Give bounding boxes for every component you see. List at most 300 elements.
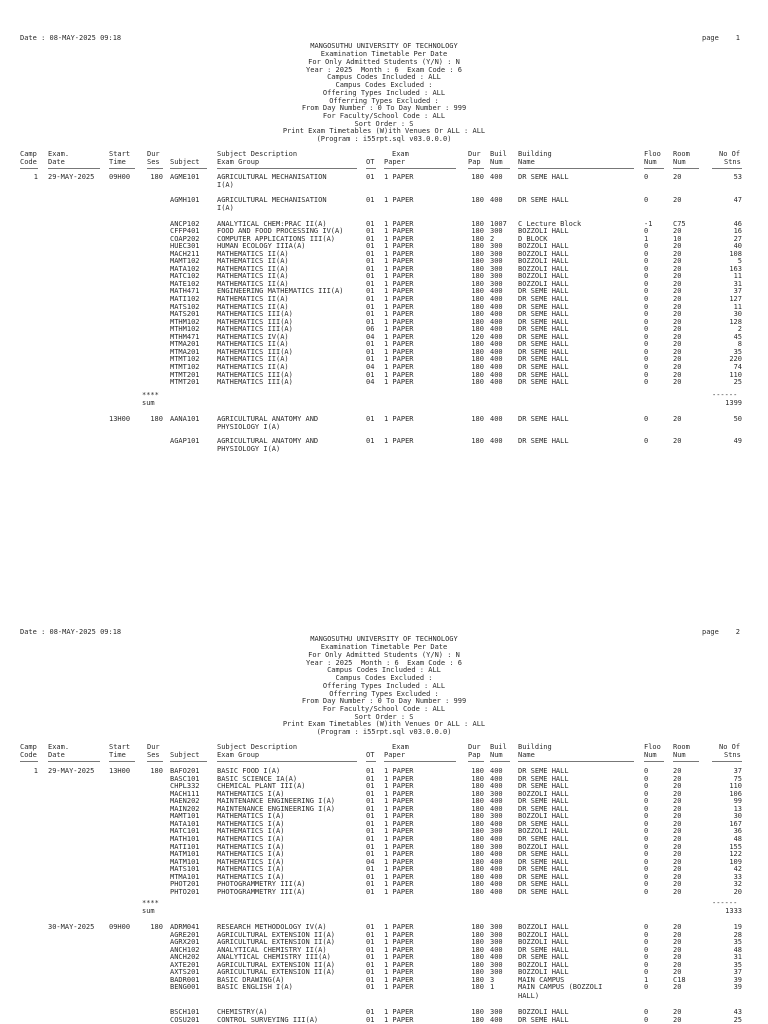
cell-floo: 0 [644,865,649,873]
cell-ot: 01 [366,790,375,798]
col-pap: Dur [468,150,481,158]
cell-room: 20 [673,348,682,356]
cell-stns: 37 [733,287,742,295]
col-bul: Num [490,158,503,166]
cell-desc: AGRICULTURAL EXTENSION II(A) [217,938,336,946]
cell-floo: 0 [644,378,649,386]
sum-total: 1399 [725,399,742,407]
col-desc: Exam Group [217,751,260,759]
cell-room: 20 [673,865,682,873]
cell-bul: 400 [490,835,503,843]
cell-floo: 0 [644,835,649,843]
cell-floo: 0 [644,318,649,326]
col-floo: Num [644,751,657,759]
cell-subj: AGRE201 [170,931,200,939]
cell-desc: MATHEMATICS II(A) [217,257,289,265]
cell-floo: 0 [644,880,649,888]
cell-pap: 180 [471,797,484,805]
cell-floo: 0 [644,173,649,181]
cell-desc: MATHEMATICS I(A) [217,850,285,858]
cell-floo: 0 [644,790,649,798]
cell-ot: 01 [366,888,375,896]
col-date: Date [48,158,65,166]
header-line: Year : 2025 Month : 6 Exam Code : 6 [306,66,462,74]
cell-room: 20 [673,767,682,775]
cell-bld: HALL) [518,992,540,1000]
cell-bul: 400 [490,805,503,813]
cell-subj: BADR001 [170,976,200,984]
col-subject: Subject [170,158,200,166]
cell-pap: 180 [471,820,484,828]
cell-desc: CONTROL SURVEYING III(A) [217,1016,319,1024]
cell-ot: 01 [366,873,375,881]
cell-bld: BOZZOLI HALL [518,272,569,280]
cell-bld: BOZZOLI HALL [518,1008,569,1016]
cell-subj: AXTE201 [170,961,200,969]
header-line: Offering Types Included : ALL [322,682,446,690]
cell-bul: 400 [490,820,503,828]
cell-stns: 50 [733,415,742,423]
cell-bld: BOZZOLI HALL [518,938,569,946]
cell-bul: 300 [490,227,503,235]
cell-pap: 180 [471,303,484,311]
cell-paper: 1 PAPER [384,272,414,280]
cell-desc: ANALYTICAL CHEM:PRAC II(A) [217,220,327,228]
cell-bul: 1 [490,983,495,991]
cell-subj: MAMT101 [170,812,200,820]
cell-desc: MATHEMATICS I(A) [217,858,285,866]
cell-bld: BOZZOLI HALL [518,250,569,258]
cell-bul: 400 [490,888,503,896]
cell-subj: MATA101 [170,820,200,828]
cell-pap: 180 [471,923,484,931]
cell-floo: 0 [644,923,649,931]
cell-subj: MATH471 [170,287,200,295]
cell-ot: 01 [366,355,375,363]
cell-subj: MTMT102 [170,363,200,371]
col-ot: OT [366,158,375,166]
cell-desc: MATHEMATICS I(A) [217,827,285,835]
cell-room: 20 [673,953,682,961]
table-row [0,836,768,843]
cell-subj: AANA101 [170,415,200,423]
cell-pap: 180 [471,355,484,363]
header-line: Campus Codes Excluded : [335,81,433,89]
cell-paper: 1 PAPER [384,235,414,243]
cell-room: 20 [673,873,682,881]
cell-desc: MATHEMATICS II(A) [217,355,289,363]
header-line: MANGOSUTHU UNIVERSITY OF TECHNOLOGY [310,635,458,643]
cell-stns: 19 [733,923,742,931]
header-line: Year : 2025 Month : 6 Exam Code : 6 [306,659,462,667]
group-sum [0,400,768,407]
cell-desc: MAINTENANCE ENGINEERING I(A) [217,805,336,813]
cell-bld: DR SEME HALL [518,173,569,181]
col-bul: Buil [490,743,507,751]
cell-subj: MTMT201 [170,371,200,379]
cell-stns: 167 [729,820,742,828]
cell-stns: 106 [729,790,742,798]
cell-bul: 400 [490,797,503,805]
col-subject: Subject [170,751,200,759]
col-bld: Building [518,743,552,751]
cell-bul: 400 [490,348,503,356]
cell-floo: 0 [644,946,649,954]
cell-pap: 180 [471,983,484,991]
cell-bul: 300 [490,827,503,835]
cell-ot: 01 [366,415,375,423]
cell-paper: 1 PAPER [384,242,414,250]
cell-paper: 1 PAPER [384,843,414,851]
cell-pap: 180 [471,227,484,235]
cell-stns: 45 [733,333,742,341]
cell-bld: MAIN CAMPUS (BOZZOLI [518,983,603,991]
cell-bld: DR SEME HALL [518,782,569,790]
cell-bul: 300 [490,931,503,939]
cell-room: 20 [673,310,682,318]
cell-room: 20 [673,820,682,828]
cell-ot: 01 [366,946,375,954]
col-paper: Paper [384,751,406,759]
cell-paper: 1 PAPER [384,265,414,273]
cell-bul: 300 [490,280,503,288]
cell-floo: 0 [644,371,649,379]
cell-desc: MATHEMATICS I(A) [217,835,285,843]
cell-stns: 75 [733,775,742,783]
cell-desc: ENGINEERING MATHEMATICS III(A) [217,287,344,295]
cell-stns: 46 [733,220,742,228]
cell-start: 09H00 [109,923,131,931]
cell-stns: 11 [733,272,742,280]
table-row [0,1009,768,1016]
group-sum [0,908,768,915]
cell-pap: 180 [471,968,484,976]
cell-floo: 0 [644,931,649,939]
col-stns: Stns [724,751,741,759]
cell-paper: 1 PAPER [384,888,414,896]
cell-stns: 2 [737,325,742,333]
cell-pap: 180 [471,437,484,445]
cell-bul: 300 [490,242,503,250]
cell-paper: 1 PAPER [384,415,414,423]
cell-pap: 180 [471,318,484,326]
cell-pap: 180 [471,1016,484,1024]
table-row [0,228,768,235]
cell-pap: 180 [471,865,484,873]
cell-subj: MATI101 [170,843,200,851]
cell-desc: CHEMICAL PLANT III(A) [217,782,306,790]
cell-subj: HUEC301 [170,242,200,250]
cell-subj: ADRM041 [170,923,200,931]
cell-subj: MTMA201 [170,348,200,356]
cell-ot: 01 [366,827,375,835]
cell-bul: 300 [490,272,503,280]
cell-floo: 0 [644,961,649,969]
cell-paper: 1 PAPER [384,348,414,356]
cell-ot: 01 [366,782,375,790]
col-bld: Name [518,751,535,759]
header-line: Offerring Types Excluded : [329,97,439,105]
cell-bul: 300 [490,938,503,946]
cell-ot: 01 [366,340,375,348]
cell-stns: 8 [737,340,742,348]
header-line: MANGOSUTHU UNIVERSITY OF TECHNOLOGY [310,42,458,50]
cell-floo: 0 [644,227,649,235]
cell-subj: MTHM471 [170,333,200,341]
cell-ot: 01 [366,437,375,445]
cell-paper: 1 PAPER [384,378,414,386]
cell-bul: 300 [490,923,503,931]
cell-bul: 400 [490,767,503,775]
cell-floo: 0 [644,196,649,204]
cell-bul: 400 [490,850,503,858]
cell-floo: 0 [644,953,649,961]
cell-bld: BOZZOLI HALL [518,968,569,976]
cell-ot: 01 [366,880,375,888]
cell-subj: AGRX201 [170,938,200,946]
cell-bld: BOZZOLI HALL [518,242,569,250]
cell-paper: 1 PAPER [384,775,414,783]
col-dur: Dur [147,743,160,751]
cell-paper: 1 PAPER [384,782,414,790]
cell-room: 20 [673,173,682,181]
cell-ot: 01 [366,931,375,939]
cell-room: 20 [673,775,682,783]
header-line: Campus Codes Included : ALL [327,666,441,674]
cell-bul: 3 [490,976,495,984]
cell-room: 20 [673,1016,682,1024]
cell-paper: 1 PAPER [384,227,414,235]
cell-paper: 1 PAPER [384,931,414,939]
cell-floo: 0 [644,355,649,363]
cell-pap: 180 [471,843,484,851]
cell-floo: 0 [644,775,649,783]
cell-room: 20 [673,272,682,280]
cell-room: 20 [673,371,682,379]
cell-paper: 1 PAPER [384,355,414,363]
cell-room: 20 [673,938,682,946]
col-dur: Ses [147,751,160,759]
cell-floo: 0 [644,257,649,265]
cell-ot: 01 [366,976,375,984]
cell-stns: 110 [729,782,742,790]
cell-bul: 400 [490,303,503,311]
col-bul: Buil [490,150,507,158]
cell-start: 09H00 [109,173,131,181]
header-line: For Faculty/School Code : ALL [322,705,446,713]
cell-desc: PHYSIOLOGY I(A) [217,423,281,431]
cell-stns: 33 [733,873,742,881]
cell-room: 20 [673,782,682,790]
cell-bld: DR SEME HALL [518,318,569,326]
cell-subj: PHOT201 [170,880,200,888]
cell-floo: 0 [644,340,649,348]
header-line: Offering Types Included : ALL [322,89,446,97]
cell-paper: 1 PAPER [384,325,414,333]
cell-floo: 0 [644,873,649,881]
cell-desc: PHYSIOLOGY I(A) [217,445,281,453]
cell-stns: 122 [729,850,742,858]
cell-room: 10 [673,235,682,243]
cell-ot: 04 [366,378,375,386]
col-paper: Exam [392,150,409,158]
cell-room: 20 [673,968,682,976]
cell-bld: DR SEME HALL [518,303,569,311]
cell-bld: MAIN CAMPUS [518,976,565,984]
table-row [0,768,768,775]
cell-floo: 0 [644,295,649,303]
cell-desc: BASIC SCIENCE IA(A) [217,775,298,783]
cell-desc: MATHEMATICS III(A) [217,371,293,379]
cell-bld: DR SEME HALL [518,295,569,303]
cell-bld: C Lecture Block [518,220,582,228]
header-line: For Faculty/School Code : ALL [322,112,446,120]
cell-floo: 0 [644,348,649,356]
cell-desc: AGRICULTURAL MECHANISATION [217,196,327,204]
cell-bul: 300 [490,961,503,969]
cell-bul: 300 [490,265,503,273]
cell-ot: 01 [366,227,375,235]
cell-room: 20 [673,983,682,991]
cell-paper: 1 PAPER [384,820,414,828]
cell-floo: 0 [644,310,649,318]
cell-floo: -1 [644,220,653,228]
cell-desc: HUMAN ECOLOGY IIIA(A) [217,242,306,250]
cell-subj: AGME101 [170,173,200,181]
cell-subj: MATE102 [170,280,200,288]
cell-desc: MATHEMATICS II(A) [217,295,289,303]
cell-subj: AGMH101 [170,196,200,204]
sum-rule: ------ [712,391,738,399]
cell-stns: 163 [729,265,742,273]
cell-floo: 0 [644,437,649,445]
cell-desc: AGRICULTURAL MECHANISATION [217,173,327,181]
header-line: Campus Codes Excluded : [335,674,433,682]
col-camp: Camp [20,743,37,751]
cell-subj: MTHM102 [170,325,200,333]
cell-ot: 01 [366,775,375,783]
group-sum-marker [0,392,768,399]
cell-pap: 180 [471,257,484,265]
cell-paper: 1 PAPER [384,873,414,881]
cell-floo: 0 [644,983,649,991]
table-row [0,258,768,265]
cell-stns: 16 [733,227,742,235]
cell-bld: DR SEME HALL [518,946,569,954]
cell-pap: 180 [471,790,484,798]
cell-pap: 180 [471,325,484,333]
cell-room: 20 [673,812,682,820]
cell-floo: 0 [644,325,649,333]
col-dur: Ses [147,158,160,166]
cell-room: 20 [673,931,682,939]
cell-paper: 1 PAPER [384,1008,414,1016]
cell-ot: 01 [366,257,375,265]
cell-bld: DR SEME HALL [518,835,569,843]
cell-room: 20 [673,257,682,265]
cell-subj: MAEN202 [170,797,200,805]
table-row [0,438,768,445]
table-row [0,889,768,896]
cell-pap: 180 [471,880,484,888]
cell-paper: 1 PAPER [384,1016,414,1024]
cell-ot: 01 [366,968,375,976]
cell-pap: 180 [471,280,484,288]
cell-floo: 0 [644,820,649,828]
cell-bul: 400 [490,1016,503,1024]
cell-bld: DR SEME HALL [518,437,569,445]
cell-bul: 400 [490,437,503,445]
cell-bld: BOZZOLI HALL [518,227,569,235]
cell-room: 20 [673,961,682,969]
cell-bld: BOZZOLI HALL [518,812,569,820]
cell-dur: 180 [150,767,163,775]
cell-room: 20 [673,797,682,805]
cell-stns: 220 [729,355,742,363]
cell-room: 20 [673,250,682,258]
table-row [0,954,768,961]
cell-stns: 5 [737,257,742,265]
cell-stns: 11 [733,303,742,311]
cell-floo: 0 [644,250,649,258]
cell-date: 29-MAY-2025 [48,173,95,181]
cell-stns: 49 [733,437,742,445]
cell-ot: 01 [366,295,375,303]
cell-room: 20 [673,363,682,371]
cell-subj: MTMA101 [170,873,200,881]
cell-pap: 180 [471,767,484,775]
cell-room: 20 [673,325,682,333]
cell-desc: MATHEMATICS III(A) [217,325,293,333]
cell-bld: DR SEME HALL [518,888,569,896]
table-row [0,311,768,318]
cell-desc: MATHEMATICS III(A) [217,318,293,326]
cell-subj: MATI102 [170,295,200,303]
cell-ot: 01 [366,235,375,243]
cell-ot: 01 [366,850,375,858]
cell-paper: 1 PAPER [384,968,414,976]
cell-desc: ANALYTICAL CHEMISTRY III(A) [217,953,331,961]
cell-paper: 1 PAPER [384,938,414,946]
col-paper: Exam [392,743,409,751]
cell-stns: 42 [733,865,742,873]
cell-ot: 01 [366,265,375,273]
cell-room: 20 [673,790,682,798]
cell-desc: PHOTOGRAMMETRY III(A) [217,880,306,888]
cell-desc: BASIC ENGLISH I(A) [217,983,293,991]
cell-bul: 300 [490,1008,503,1016]
header-line: (Program : i55rpt.sql v03.0.0.0) [316,135,452,143]
header-line: Print Exam Timetables (W)ith Venues Or ALL : ALL [282,720,486,728]
cell-desc: MATHEMATICS III(A) [217,378,293,386]
cell-bld: DR SEME HALL [518,1016,569,1024]
cell-paper: 1 PAPER [384,983,414,991]
cell-paper: 1 PAPER [384,790,414,798]
cell-room: 20 [673,340,682,348]
cell-stns: 36 [733,827,742,835]
cell-paper: 1 PAPER [384,173,414,181]
cell-room: C75 [673,220,686,228]
cell-subj: BSCH101 [170,1008,200,1016]
cell-desc: AGRICULTURAL EXTENSION II(A) [217,961,336,969]
col-camp: Code [20,158,37,166]
cell-floo: 0 [644,242,649,250]
cell-stns: 25 [733,1016,742,1024]
cell-ot: 01 [366,310,375,318]
cell-room: 20 [673,835,682,843]
cell-room: 20 [673,946,682,954]
cell-camp: 1 [33,767,38,775]
